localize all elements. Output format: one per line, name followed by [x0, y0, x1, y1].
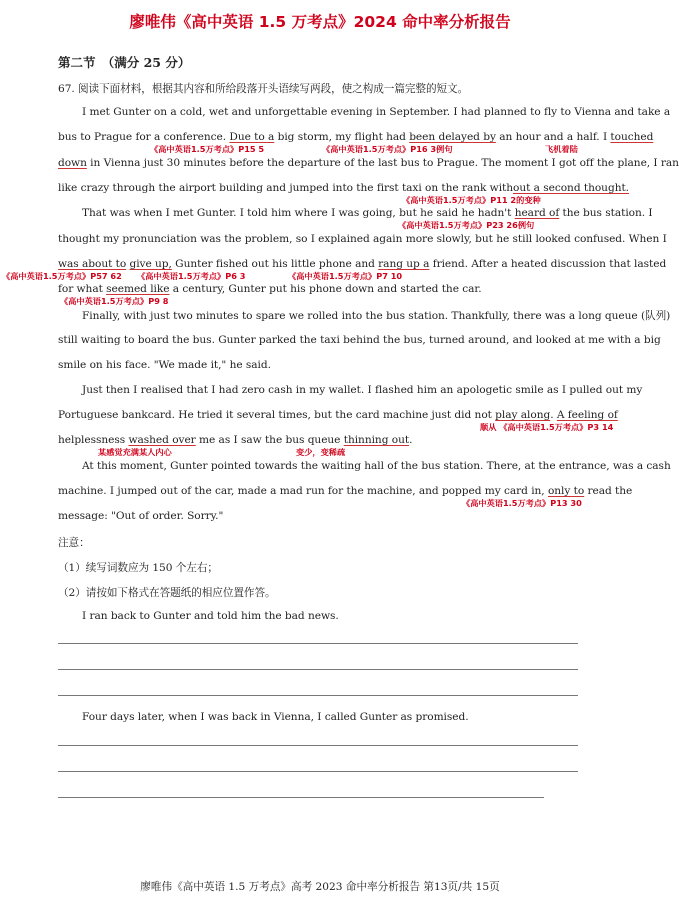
passage-line: message: "Out of order. Sorry.": [58, 510, 224, 522]
answer-line[interactable]: [58, 669, 578, 670]
paragraph-start: I ran back to Gunter and told him the bad news.: [82, 610, 339, 622]
answer-line[interactable]: [58, 771, 578, 772]
passage-line: Portuguese bankcard. He tried it several times, but the card machine just did not play along. A feeling of: [58, 409, 618, 421]
answer-line[interactable]: [58, 695, 578, 696]
passage-line: smile on his face. "We made it," he said.: [58, 359, 271, 371]
annotation: 《高中英语1.5万考点》P15 5: [150, 144, 265, 154]
passage-line: helplessness washed over me as I saw the bus queue thinning out.: [58, 434, 413, 446]
passage-line: bus to Prague for a conference. Due to a big storm, my flight had been delayed by an hour and a half. I touched: [58, 131, 654, 143]
annotation: 《高中英语1.5万考点》P57 62: [2, 271, 122, 281]
page-footer: 廖唯伟《高中英语 1.5 万考点》高考 2023 命中率分析报告 第13页/共 15页: [140, 881, 500, 893]
answer-line[interactable]: [58, 643, 578, 644]
annotation: 《高中英语1.5万考点》P11 2的变种: [402, 195, 541, 205]
annotation: 《高中英语1.5万考点》P16 3例句: [322, 144, 453, 154]
answer-line[interactable]: [58, 797, 544, 798]
question-intro: 67. 阅读下面材料，根据其内容和所给段落开头语续写两段，使之构成一篇完整的短文。: [58, 83, 469, 95]
annotation: 飞机着陆: [545, 144, 578, 154]
passage-line: That was when I met Gunter. I told him where I was going, but he said he hadn't heard of the bus station. I: [82, 207, 653, 219]
passage-line: for what seemed like a century, Gunter put his phone down and started the car.: [58, 283, 482, 295]
annotation: 《高中英语1.5万考点》P7 10: [288, 271, 403, 281]
note-item: （2）请按如下格式在答题纸的相应位置作答。: [58, 587, 276, 599]
report-title: 廖唯伟《高中英语 1.5 万考点》2024 命中率分析报告: [129, 13, 511, 31]
passage-line: was about to give up, Gunter fished out his little phone and rang up a friend. After a heated discussion that lasted: [58, 258, 667, 270]
note-item: （1）续写词数应为 150 个左右；: [58, 562, 218, 574]
annotation: 《高中英语1.5万考点》P9 8: [60, 296, 169, 306]
notes-title: 注意：: [58, 537, 90, 549]
annotation: 顺从 《高中英语1.5万考点》P3 14: [480, 422, 614, 432]
section-heading: 第二节 （满分 25 分）: [58, 55, 191, 70]
annotation: 某感觉充满某人内心: [98, 447, 172, 457]
passage-line: like crazy through the airport building and jumped into the first taxi on the rank without a second thought.: [58, 182, 629, 194]
annotation: 《高中英语1.5万考点》P6 3: [137, 271, 246, 281]
passage-line: still waiting to board the bus. Gunter parked the taxi behind the bus, turned around, and looked at me with a big: [58, 334, 661, 346]
annotation: 变少，变稀疏: [296, 447, 346, 457]
passage-line: thought my pronunciation was the problem, so I explained again more slowly, but he still looked confused. When I: [58, 233, 667, 245]
passage-line: Finally, with just two minutes to spare we rolled into the bus station. Thankfully, there was a long queue (队列): [82, 310, 671, 322]
paragraph-start: Four days later, when I was back in Vienna, I called Gunter as promised.: [82, 711, 469, 723]
passage-line: I met Gunter on a cold, wet and unforgettable evening in September. I had planned to fly to Vienna and take a: [82, 106, 671, 118]
passage-line: down in Vienna just 30 minutes before the departure of the last bus to Prague. The moment I got off the plane, I ran: [58, 157, 679, 169]
annotation: 《高中英语1.5万考点》P13 30: [462, 498, 582, 508]
passage-line: machine. I jumped out of the car, made a mad run for the machine, and popped my card in, only to read the: [58, 485, 633, 497]
passage-line: At this moment, Gunter pointed towards the waiting hall of the bus station. There, at the entrance, was a cash: [82, 460, 671, 472]
passage-line: Just then I realised that I had zero cash in my wallet. I flashed him an apologetic smile as I pulled out my: [82, 384, 643, 396]
annotation: 《高中英语1.5万考点》P23 26例句: [398, 220, 535, 230]
answer-line[interactable]: [58, 745, 578, 746]
